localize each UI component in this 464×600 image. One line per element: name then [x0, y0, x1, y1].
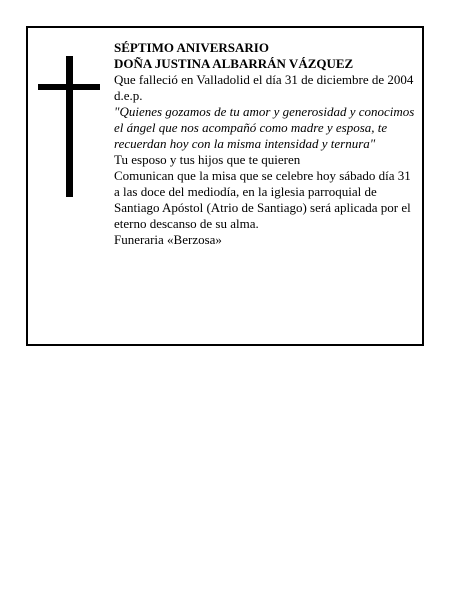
deceased-name: DOÑA JUSTINA ALBARRÁN VÁZQUEZ — [114, 56, 354, 71]
cross-horizontal-bar — [38, 84, 100, 90]
cross-vertical-bar — [66, 56, 73, 197]
funeral-home: Funeraria «Berzosa» — [114, 232, 222, 247]
rip-text: d.e.p. — [114, 88, 143, 103]
death-info: Que falleció en Valladolid el día 31 de diciembre de 2004 — [114, 72, 414, 87]
notice-text — [114, 40, 418, 248]
mass-announcement: Comunican que la misa que se celebre hoy sábado día 31 a las doce del mediodía, en la iglesia parroquial de Santiago Apóstol (Atrio de Santiago) será aplicada por el eterno descanso de su alma. — [114, 168, 411, 231]
obituary-notice — [26, 26, 424, 346]
notice-heading: SÉPTIMO ANIVERSARIO — [114, 40, 269, 55]
family-line: Tu esposo y tus hijos que te quieren — [114, 152, 301, 167]
memorial-quote: "Quienes gozamos de tu amor y generosidad y conocimos el ángel que nos acompañó como madre y esposa, te recuerdan hoy con la misma intensidad y ternura" — [114, 104, 415, 151]
